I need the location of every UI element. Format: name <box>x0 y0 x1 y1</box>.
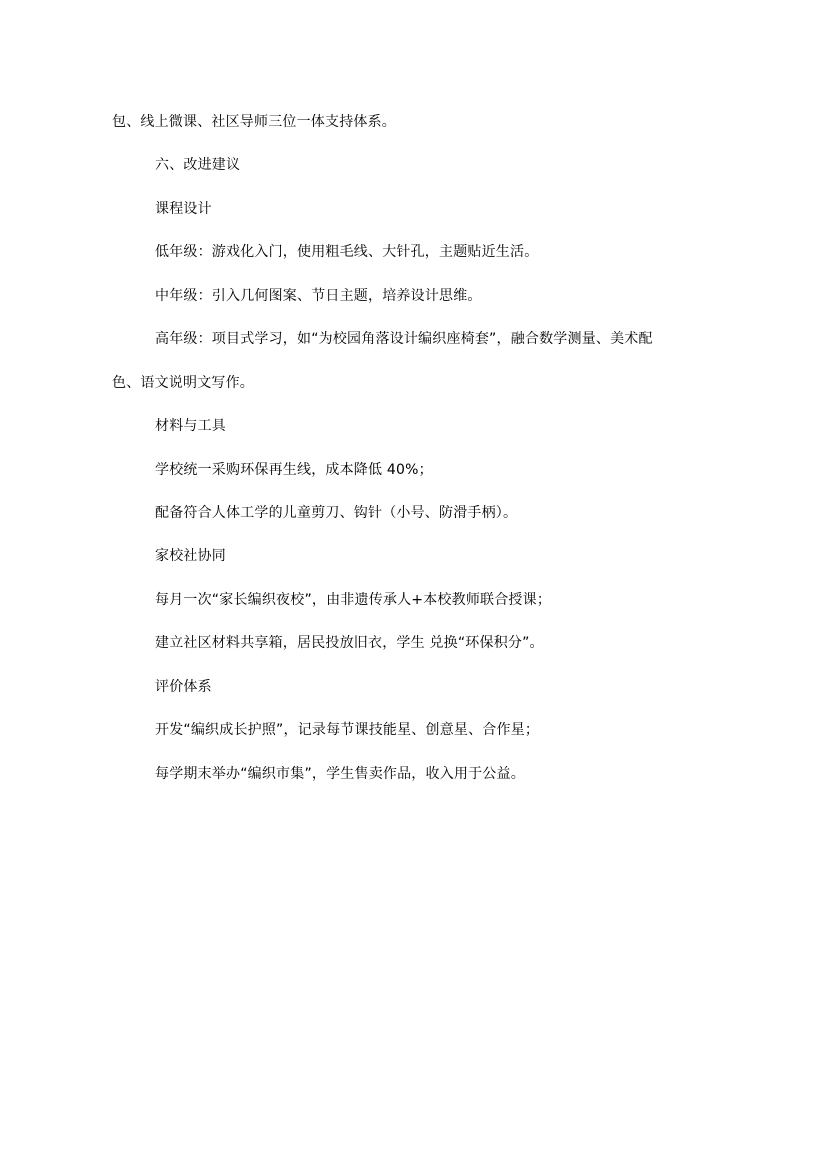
section-heading-improvement-suggestions: 六、改进建议 <box>155 157 241 173</box>
paragraph-growth-passport: 开发“编织成长护照”，记录每节课技能星、创意星、合作星； <box>155 722 540 738</box>
subheading-home-school-community: 家校社协同 <box>155 548 226 564</box>
paragraph-recycled-yarn: 学校统一采购环保再生线，成本降低 40%； <box>155 462 433 478</box>
paragraph-ergonomic-tools: 配备符合人体工学的儿童剪刀、钩针（小号、防滑手柄）。 <box>155 505 518 521</box>
paragraph-upper-grade-continuation: 色、语文说明文写作。 <box>112 375 254 391</box>
paragraph-parent-night-school: 每月一次“家长编织夜校”，由非遗传承人+本校教师联合授课； <box>155 592 552 608</box>
paragraph-lower-grade: 低年级：游戏化入门，使用粗毛线、大针孔，主题贴近生活。 <box>155 244 539 260</box>
subheading-evaluation-system: 评价体系 <box>155 679 212 695</box>
paragraph-continuation-support-system: 包、线上微课、社区导师三位一体支持体系。 <box>112 114 396 130</box>
paragraph-upper-grade: 高年级：项目式学习，如“为校园角落设计编织座椅套”，融合数学测量、美术配 <box>155 331 653 347</box>
paragraph-community-sharing-box: 建立社区材料共享箱，居民投放旧衣，学生 兑换“环保积分”。 <box>155 635 544 651</box>
paragraph-knitting-market: 每学期末举办“编织市集”，学生售卖作品，收入用于公益。 <box>155 766 525 782</box>
paragraph-middle-grade: 中年级：引入几何图案、节日主题，培养设计思维。 <box>155 288 482 304</box>
subheading-course-design: 课程设计 <box>155 201 212 217</box>
subheading-materials-and-tools: 材料与工具 <box>155 418 226 434</box>
